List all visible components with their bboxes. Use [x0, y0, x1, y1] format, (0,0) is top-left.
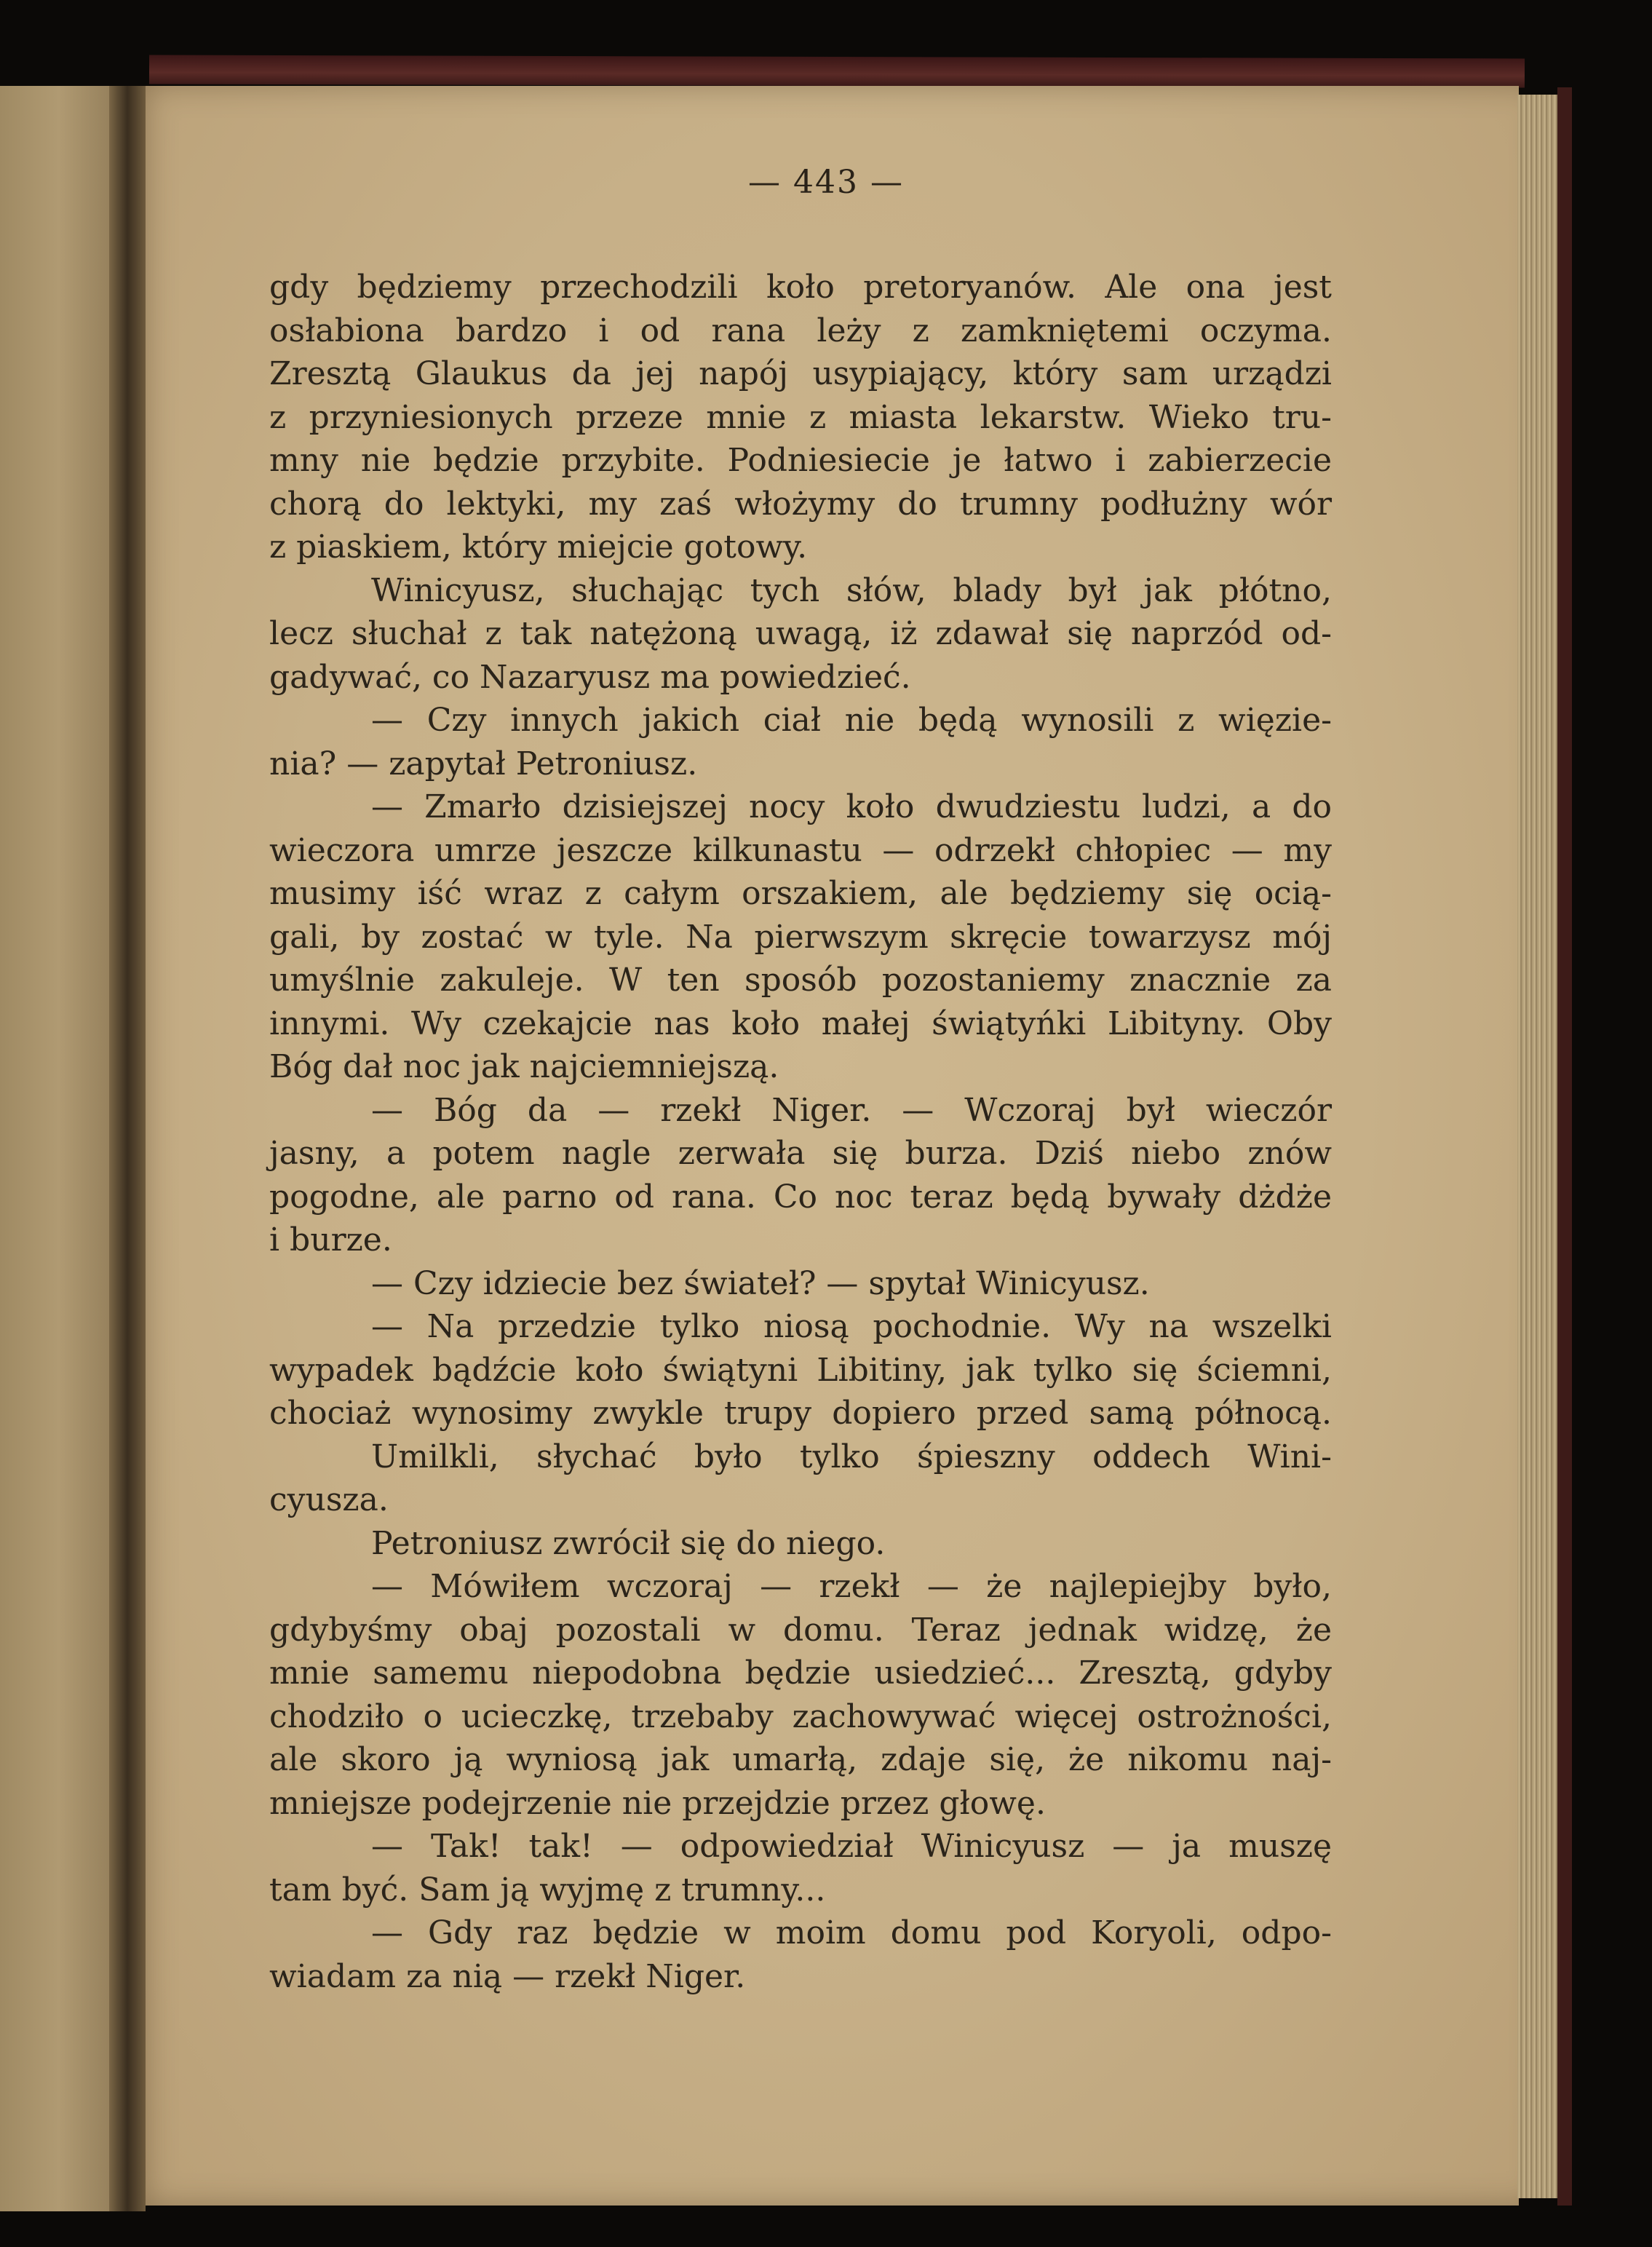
text-line: — Gdy raz będzie w moim domu pod Koryoli, odpo- [371, 1914, 1332, 1951]
text-line: musimy iść wraz z całym orszakiem, ale będziemy się ocią- [269, 875, 1332, 912]
text-line: — Tak! tak! — odpowiedział Winicyusz — ja muszę [371, 1828, 1332, 1865]
text-line: gdybyśmy obaj pozostali w domu. Teraz jednak widzę, że [269, 1611, 1332, 1649]
text-line: z piaskiem, który miejcie gotowy. [269, 528, 808, 566]
text-line: ale skoro ją wyniosą jak umarłą, zdaje się, że nikomu naj- [269, 1741, 1332, 1778]
text-line: mnie samemu niepodobna będzie usiedzieć... Zresztą, gdyby [269, 1654, 1332, 1692]
text-line: mny nie będzie przybite. Podniesiecie je łatwo i zabierzecie [269, 442, 1332, 479]
text-line: — Bóg da — rzekł Niger. — Wczoraj był wieczór [371, 1091, 1332, 1129]
page-stack-edge [1517, 95, 1557, 2198]
book-cover-top-edge [149, 55, 1525, 88]
text-line: Winicyusz, słuchając tych słów, blady był jak płótno, [371, 571, 1332, 609]
text-line: umyślnie zakuleje. W ten sposób pozostaniemy znacznie za [269, 962, 1332, 999]
text-line: — Zmarło dzisiejszej nocy koło dwudziestu ludzi, a do [371, 788, 1332, 825]
book-gutter [109, 86, 146, 2211]
body-text [269, 266, 1332, 1998]
text-line: — Czy innych jakich ciał nie będą wynosili z więzie- [371, 702, 1332, 739]
text-line: innymi. Wy czekajcie nas koło małej świątyńki Libityny. Oby [269, 1004, 1332, 1042]
text-line: osłabiona bardzo i od rana leży z zamkniętemi oczyma. [269, 312, 1332, 349]
text-line: — Mówiłem wczoraj — rzekł — że najlepiejby było, [371, 1568, 1332, 1605]
text-line: gdy będziemy przechodzili koło pretoryanów. Ale ona jest [269, 269, 1332, 306]
text-line: wypadek bądźcie koło świątyni Libitiny, jak tylko się ściemni, [269, 1351, 1332, 1389]
text-line: Bóg dał noc jak najciemniejszą. [269, 1048, 779, 1085]
text-line: Umilkli, słychać było tylko śpieszny oddech Wini- [371, 1438, 1332, 1475]
text-line: tam być. Sam ją wyjmę z trumny... [269, 1871, 826, 1909]
text-line: chociaż wynosimy zwykle trupy dopiero przed samą północą. [269, 1395, 1332, 1432]
text-line: lecz słuchał z tak natężoną uwagą, iż zdawał się naprzód od- [269, 615, 1332, 652]
book-back-cover [1557, 87, 1572, 2206]
text-line: — Czy idziecie bez świateł? — spytał Winicyusz. [371, 1264, 1150, 1302]
text-line: cyusza. [269, 1481, 389, 1518]
text-line: jasny, a potem nagle zerwała się burza. Dziś niebo znów [269, 1135, 1332, 1172]
text-line: Zresztą Glaukus da jej napój usypiający, który sam urządzi [269, 355, 1332, 392]
text-line: z przyniesionych przeze mnie z miasta lekarstw. Wieko tru- [269, 398, 1332, 436]
text-line: wiadam za nią — rzekł Niger. [269, 1957, 746, 1995]
page-number: — 443 — [748, 164, 904, 201]
text-line: gali, by zostać w tyle. Na pierwszym skręcie towarzysz mój [269, 918, 1332, 956]
text-line: — Na przedzie tylko niosą pochodnie. Wy na wszelki [371, 1308, 1332, 1345]
text-line: gadywać, co Nazaryusz ma powiedzieć. [269, 658, 911, 696]
text-line: i burze. [269, 1221, 392, 1259]
text-line: chodziło o ucieczkę, trzebaby zachowywać więcej ostrożności, [269, 1697, 1332, 1735]
text-line: wieczora umrze jeszcze kilkunastu — odrzekł chłopiec — my [269, 831, 1332, 869]
text-line: Petroniusz zwrócił się do niego. [371, 1524, 886, 1562]
text-line: nia? — zapytał Petroniusz. [269, 745, 698, 782]
text-line: chorą do lektyki, my zaś włożymy do trumny podłużny wór [269, 485, 1332, 523]
text-line: mniejsze podejrzenie nie przejdzie przez głowę. [269, 1784, 1046, 1822]
text-line: pogodne, ale parno od rana. Co noc teraz będą bywały dżdże [269, 1178, 1332, 1216]
